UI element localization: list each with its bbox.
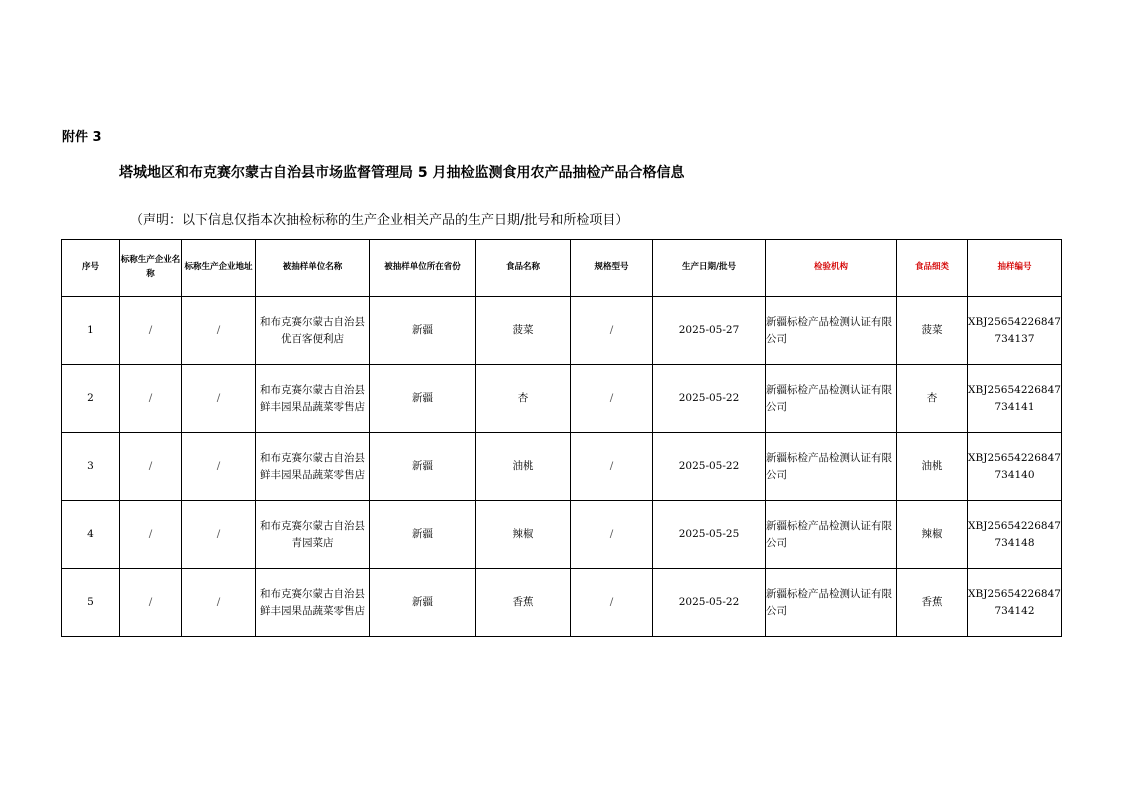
document-title: 塔城地区和布克赛尔蒙古自治县市场监督管理局 5 月抽检监测食用农产品抽检产品合格信息 xyxy=(119,165,685,181)
cell-index: 4 xyxy=(62,501,120,569)
cell-manufacturer-name: / xyxy=(120,297,182,365)
cell-sample-number: XBJ25654226847734148 xyxy=(968,501,1062,569)
cell-inspection-agency: 新疆标检产品检测认证有限公司 xyxy=(766,433,897,501)
cell-food-subcategory: 杏 xyxy=(897,365,968,433)
cell-food-name: 辣椒 xyxy=(476,501,571,569)
cell-index: 1 xyxy=(62,297,120,365)
cell-manufacturer-address: / xyxy=(182,569,256,637)
cell-province: 新疆 xyxy=(370,569,476,637)
header-sampled-unit: 被抽样单位名称 xyxy=(256,240,370,297)
header-manufacturer-name: 标称生产企业名称 xyxy=(120,240,182,297)
cell-index: 5 xyxy=(62,569,120,637)
cell-sampled-unit: 和布克赛尔蒙古自治县青园菜店 xyxy=(256,501,370,569)
table-row xyxy=(62,433,1062,501)
header-inspection-agency: 检验机构 xyxy=(766,240,897,297)
cell-spec: / xyxy=(571,297,653,365)
header-food-name: 食品名称 xyxy=(476,240,571,297)
table-row xyxy=(62,569,1062,637)
cell-manufacturer-name: / xyxy=(120,501,182,569)
cell-sampled-unit: 和布克赛尔蒙古自治县鲜丰园果品蔬菜零售店 xyxy=(256,569,370,637)
cell-sampled-unit: 和布克赛尔蒙古自治县鲜丰园果品蔬菜零售店 xyxy=(256,433,370,501)
cell-index: 2 xyxy=(62,365,120,433)
cell-spec: / xyxy=(571,433,653,501)
cell-sample-number: XBJ25654226847734141 xyxy=(968,365,1062,433)
cell-sample-number: XBJ25654226847734137 xyxy=(968,297,1062,365)
cell-manufacturer-name: / xyxy=(120,433,182,501)
cell-food-name: 杏 xyxy=(476,365,571,433)
header-food-subcategory: 食品细类 xyxy=(897,240,968,297)
header-spec: 规格型号 xyxy=(571,240,653,297)
cell-inspection-agency: 新疆标检产品检测认证有限公司 xyxy=(766,365,897,433)
cell-sampled-unit: 和布克赛尔蒙古自治县优百客便利店 xyxy=(256,297,370,365)
cell-food-name: 香蕉 xyxy=(476,569,571,637)
statement-note: （声明：以下信息仅指本次抽检标称的生产企业相关产品的生产日期/批号和所检项目） xyxy=(130,213,629,228)
cell-food-subcategory: 辣椒 xyxy=(897,501,968,569)
cell-production-date: 2025-05-25 xyxy=(653,501,766,569)
cell-manufacturer-address: / xyxy=(182,365,256,433)
cell-food-name: 油桃 xyxy=(476,433,571,501)
table-row xyxy=(62,297,1062,365)
cell-inspection-agency: 新疆标检产品检测认证有限公司 xyxy=(766,501,897,569)
header-production-date: 生产日期/批号 xyxy=(653,240,766,297)
cell-production-date: 2025-05-27 xyxy=(653,297,766,365)
cell-inspection-agency: 新疆标检产品检测认证有限公司 xyxy=(766,569,897,637)
cell-food-subcategory: 香蕉 xyxy=(897,569,968,637)
cell-spec: / xyxy=(571,501,653,569)
cell-food-name: 菠菜 xyxy=(476,297,571,365)
cell-manufacturer-address: / xyxy=(182,501,256,569)
header-manufacturer-address: 标称生产企业地址 xyxy=(182,240,256,297)
cell-manufacturer-address: / xyxy=(182,297,256,365)
cell-spec: / xyxy=(571,365,653,433)
cell-manufacturer-name: / xyxy=(120,365,182,433)
header-province: 被抽样单位所在省份 xyxy=(370,240,476,297)
table-row xyxy=(62,501,1062,569)
cell-manufacturer-address: / xyxy=(182,433,256,501)
cell-sampled-unit: 和布克赛尔蒙古自治县鲜丰园果品蔬菜零售店 xyxy=(256,365,370,433)
cell-province: 新疆 xyxy=(370,297,476,365)
cell-province: 新疆 xyxy=(370,501,476,569)
attachment-label: 附件 3 xyxy=(62,130,102,145)
cell-manufacturer-name: / xyxy=(120,569,182,637)
header-index: 序号 xyxy=(62,240,120,297)
cell-inspection-agency: 新疆标检产品检测认证有限公司 xyxy=(766,297,897,365)
cell-index: 3 xyxy=(62,433,120,501)
results-table xyxy=(61,239,1062,637)
cell-sample-number: XBJ25654226847734140 xyxy=(968,433,1062,501)
cell-sample-number: XBJ25654226847734142 xyxy=(968,569,1062,637)
cell-spec: / xyxy=(571,569,653,637)
table-header-row xyxy=(62,240,1062,297)
cell-production-date: 2025-05-22 xyxy=(653,569,766,637)
cell-production-date: 2025-05-22 xyxy=(653,365,766,433)
cell-food-subcategory: 油桃 xyxy=(897,433,968,501)
cell-food-subcategory: 菠菜 xyxy=(897,297,968,365)
header-sample-number: 抽样编号 xyxy=(968,240,1062,297)
cell-province: 新疆 xyxy=(370,365,476,433)
cell-production-date: 2025-05-22 xyxy=(653,433,766,501)
table-row xyxy=(62,365,1062,433)
cell-province: 新疆 xyxy=(370,433,476,501)
